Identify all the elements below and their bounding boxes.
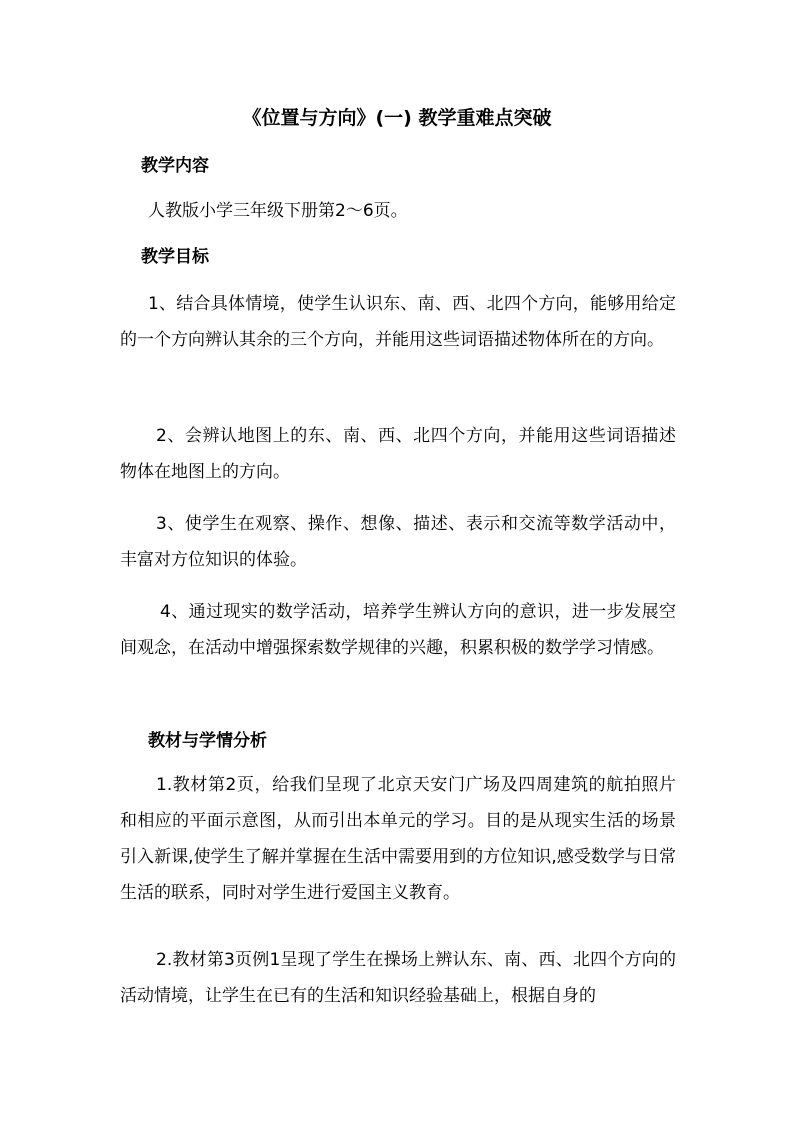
section-heading-analysis: 教材与学情分析	[148, 731, 267, 751]
paragraph-analysis-2: 2.教材第3页例1呈现了学生在操场上辨认东、南、西、北四个方向的活动情境，让学生在已有的生活和知识经验基础上，根据自身的	[120, 950, 676, 1006]
document-title: 《位置与方向》(一) 教学重难点突破	[242, 107, 552, 129]
paragraph-objective-1: 1、结合具体情境，使学生认识东、南、西、北四个方向，能够用给定的一个方向辨认其余的三个方向，并能用这些词语描述物体所在的方向。	[120, 294, 676, 350]
paragraph-content: 人教版小学三年级下册第2～6页。	[148, 201, 408, 221]
paragraph-objective-2: 2、会辨认地图上的东、南、西、北四个方向，并能用这些词语描述物体在地图上的方向。	[120, 426, 676, 482]
section-heading-objectives: 教学目标	[141, 247, 209, 267]
section-heading-content: 教学内容	[141, 156, 209, 176]
paragraph-analysis-1: 1.教材第2页，给我们呈现了北京天安门广场及四周建筑的航拍照片和相应的平面示意图，从而引出本单元的学习。目的是从现实生活的场景引入新课,使学生了解并掌握在生活中需要用到的方位知识,感受数学与日常生活的联系，同时对学生进行爱国主义教育。	[120, 775, 676, 903]
paragraph-objective-3: 3、使学生在观察、操作、想像、描述、表示和交流等数学活动中，丰富对方位知识的体验。	[120, 514, 676, 570]
paragraph-objective-4: 4、通过现实的数学活动，培养学生辨认方向的意识，进一步发展空间观念，在活动中增强探索数学规律的兴趣，积累积极的数学学习情感。	[120, 602, 676, 658]
